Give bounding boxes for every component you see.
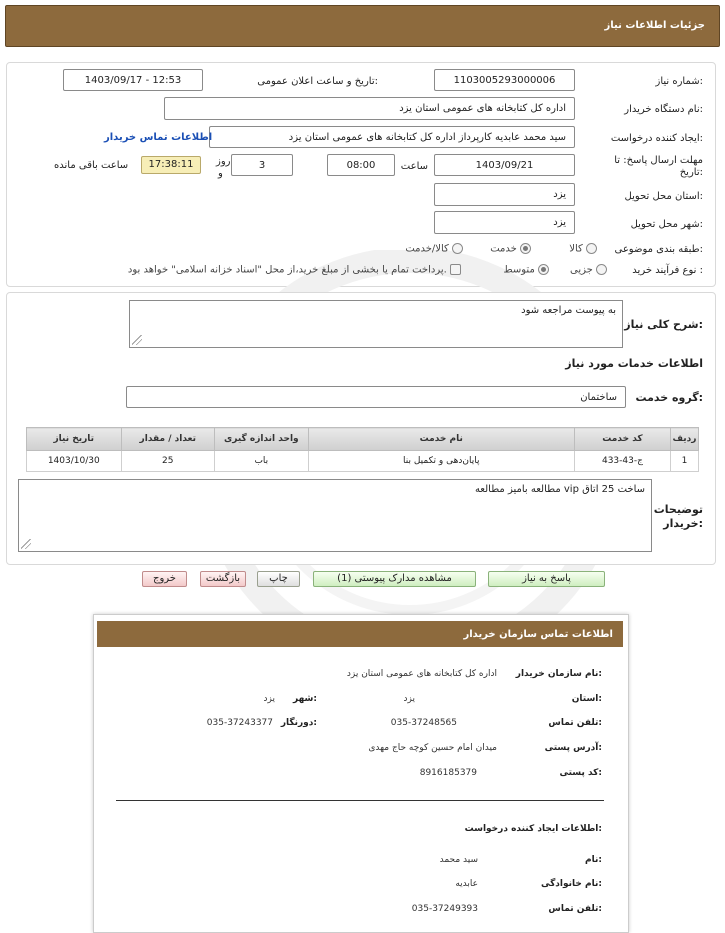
creator-label: ایجاد کننده درخواست:: [610, 133, 703, 144]
purchase-option-medium[interactable]: [503, 264, 549, 276]
contact-city-label: شهر:: [293, 694, 317, 704]
back-button[interactable]: بازگشت: [200, 571, 246, 587]
page-title: جزئیات اطلاعات نیاز: [604, 20, 705, 31]
table-row[interactable]: [27, 451, 699, 472]
creator-first-name-label: نام:: [585, 855, 602, 865]
category-option-goods-label: کالا: [569, 243, 583, 255]
contact-postal-value: 8916185379: [419, 768, 477, 778]
service-group-label: گروه خدمت:: [635, 391, 703, 404]
general-description-text: به پیوست مراجعه شود: [521, 305, 616, 316]
category-option-goods[interactable]: [569, 243, 597, 255]
delivery-province-label: استان محل تحویل:: [624, 191, 703, 202]
column-header-service-name: نام خدمت: [308, 428, 574, 451]
radio-icon[interactable]: [586, 243, 597, 254]
column-header-need-date: تاریخ نیاز: [27, 428, 122, 451]
buyer-org-label: نام دستگاه خریدار:: [624, 104, 703, 115]
category-option-goods-service[interactable]: [405, 243, 463, 255]
contact-address-value: میدان امام حسین کوچه حاج مهدی: [368, 743, 497, 753]
contact-phone-label: تلفن تماس:: [548, 718, 602, 728]
resize-grip-icon[interactable]: [132, 335, 142, 345]
general-description-label: شرح کلی نیاز:: [624, 318, 703, 331]
page-header: [5, 5, 720, 47]
purchase-option-minor-label: جزیی: [569, 264, 593, 276]
services-table: [26, 427, 699, 472]
buyer-notes-text: ساخت 25 اتاق vip مطالعه بامیز مطالعه: [474, 484, 645, 495]
category-option-goods-service-label: کالا/خدمت: [405, 243, 449, 255]
contact-city-value: یزد: [263, 694, 275, 704]
column-header-quantity: تعداد / مقدار: [121, 428, 215, 451]
buyer-notes-field: [18, 479, 652, 552]
purchase-option-medium-label: متوسط: [503, 264, 535, 276]
radio-icon[interactable]: [596, 264, 607, 275]
radio-selected-icon[interactable]: [538, 264, 549, 275]
cell-quantity: 25: [121, 451, 215, 472]
deadline-time-field: 08:00: [327, 154, 395, 176]
exit-button[interactable]: خروج: [142, 571, 187, 587]
column-header-unit: واحد اندازه گیری: [215, 428, 309, 451]
buyer-contact-link[interactable]: اطلاعات تماس خریدار: [104, 132, 213, 143]
announce-date-label: تاریخ و ساعت اعلان عمومی:: [257, 76, 378, 87]
cell-row-number: 1: [670, 451, 698, 472]
deadline-time-label: ساعت: [400, 161, 428, 172]
cell-service-code: ج-43-433: [574, 451, 670, 472]
category-option-service-label: خدمت: [490, 243, 517, 255]
remaining-time-label: ساعت باقی مانده: [54, 160, 129, 171]
contact-card-header: [97, 621, 623, 647]
buyer-contact-card: [93, 614, 629, 933]
treasury-payment-option[interactable]: [128, 264, 461, 276]
deadline-label: مهلت ارسال پاسخ: تا: [614, 155, 703, 166]
creator-section-title: اطلاعات ایجاد کننده درخواست:: [464, 824, 602, 834]
general-description-field: [129, 300, 623, 348]
services-section-title: اطلاعات خدمات مورد نیاز: [565, 357, 703, 370]
days-label: روز: [216, 156, 231, 167]
treasury-payment-note: پرداخت تمام یا بخشی از مبلغ خرید،از محل "اسناد خزانه اسلامی" خواهد بود.: [127, 264, 447, 276]
cell-need-date: 1403/10/30: [27, 451, 122, 472]
view-attachments-button[interactable]: مشاهده مدارک پیوستی (1): [313, 571, 476, 587]
checkbox-icon[interactable]: [450, 264, 461, 275]
cell-service-name: پایان‌دهی و تکمیل بنا: [308, 451, 574, 472]
buyer-notes-label-2: خریدار:: [663, 517, 703, 530]
table-header-row: [27, 428, 699, 451]
reply-button[interactable]: پاسخ به نیاز: [488, 571, 605, 587]
contact-province-label: استان:: [571, 694, 602, 704]
contact-address-label: آدرس پستی:: [544, 743, 602, 753]
category-option-service[interactable]: [490, 243, 531, 255]
need-number-label: شماره نیاز:: [655, 76, 703, 87]
purchase-type-label: نوع فرآیند خرید :: [632, 265, 703, 276]
announce-date-field: 1403/09/17 - 12:53: [63, 69, 203, 91]
contact-card-title: اطلاعات تماس سازمان خریدار: [463, 629, 613, 640]
contact-org-value: اداره کل کتابخانه های عمومی استان یزد: [346, 669, 497, 679]
resize-grip-icon[interactable]: [21, 539, 31, 549]
contact-fax-label: دورنگار:: [280, 718, 317, 728]
cell-unit: باب: [215, 451, 309, 472]
service-group-field: ساختمان: [126, 386, 626, 408]
purchase-option-minor[interactable]: [570, 264, 607, 276]
column-header-service-code: کد خدمت: [574, 428, 670, 451]
delivery-province-field: یزد: [434, 183, 575, 206]
contact-fax-value: 035-37243377: [206, 718, 273, 728]
days-and-label: و: [218, 168, 223, 179]
buyer-notes-label: توضیحات: [653, 503, 703, 516]
radio-icon[interactable]: [452, 243, 463, 254]
print-button[interactable]: چاپ: [257, 571, 300, 587]
days-remaining-field: 3: [231, 154, 293, 176]
deadline-label-date: تاریخ:: [679, 167, 703, 178]
contact-province-value: یزد: [403, 694, 415, 704]
contact-postal-label: کد پستی:: [559, 768, 602, 778]
delivery-city-label: شهر محل تحویل:: [630, 219, 703, 230]
deadline-date-field: 1403/09/21: [434, 154, 575, 176]
creator-field: سید محمد عابدیه کارپرداز اداره کل کتابخانه های عمومی استان یزد: [209, 126, 575, 148]
delivery-city-field: یزد: [434, 211, 575, 234]
creator-first-name-value: سید محمد: [439, 855, 478, 865]
remaining-time-field: 17:38:11: [141, 156, 201, 174]
creator-last-name-value: عابدیه: [455, 879, 478, 889]
radio-selected-icon[interactable]: [520, 243, 531, 254]
category-label: طبقه بندی موضوعی:: [614, 244, 703, 255]
creator-phone-value: 035-37249393: [411, 904, 478, 914]
divider: [116, 800, 604, 801]
contact-phone-value: 035-37248565: [390, 718, 457, 728]
contact-org-label: نام سازمان خریدار:: [515, 669, 602, 679]
column-header-row: ردیف: [670, 428, 698, 451]
creator-last-name-label: نام خانوادگی:: [540, 879, 602, 889]
buyer-org-field: اداره کل کتابخانه های عمومی استان یزد: [164, 97, 575, 120]
need-number-field: 1103005293000006: [434, 69, 575, 91]
creator-phone-label: تلفن تماس:: [548, 904, 602, 914]
